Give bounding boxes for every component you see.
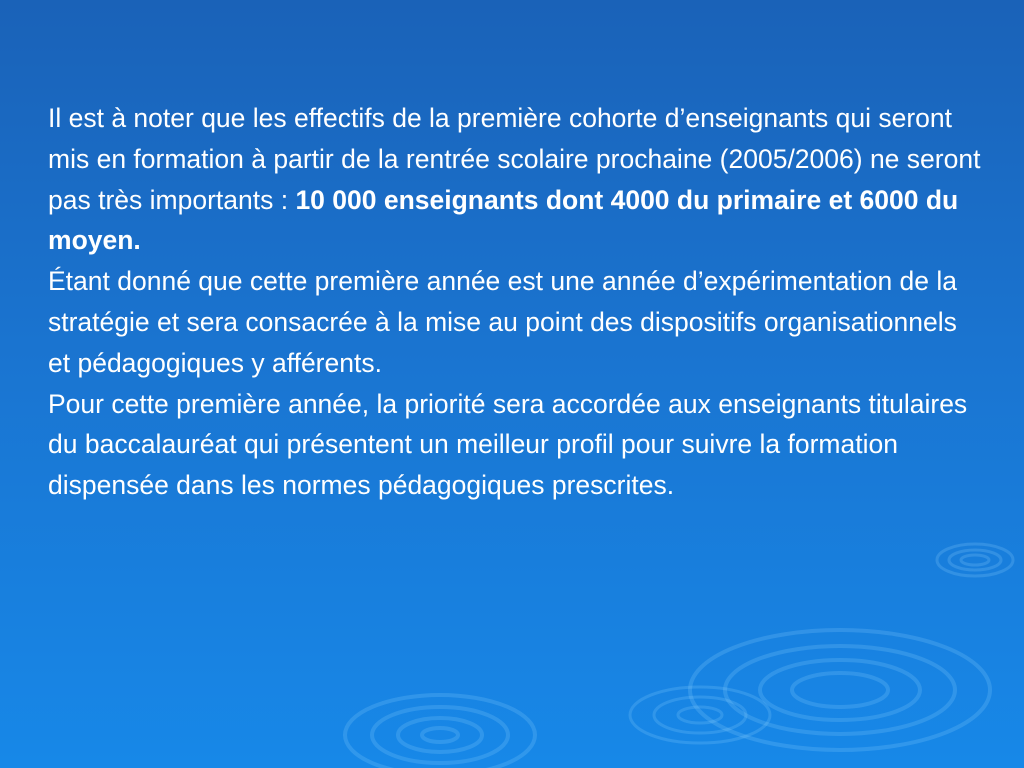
paragraph-cohort-bold: 10 000 enseignants dont 4000 du primaire et 6000 du moyen.	[48, 184, 959, 256]
slide-body-text	[48, 98, 983, 506]
paragraph-priority: Pour cette première année, la priorité sera accordée aux enseignants titulaires du baccalauréat qui présentent un meilleur profil pour suivre la formation dispensée dans les normes pédagogiques prescrites.	[48, 388, 968, 501]
paragraph-experimentation: Étant donné que cette première année est une année d’expérimentation de la stratégie et sera consacrée à la mise au point des dispositifs organisationnels et pédagogiques y afférents.	[48, 266, 958, 378]
ripple-bottom-left	[345, 695, 535, 768]
paragraph-cohort	[48, 98, 983, 261]
paragraph-cohort-text: Il est à noter que les effectifs de la première cohorte d’enseignants qui seront mis en formation à partir de la rentrée scolaire prochaine (2005/2006) ne seront pas très importants :	[48, 103, 981, 215]
ripple-right-edge	[937, 544, 1013, 576]
